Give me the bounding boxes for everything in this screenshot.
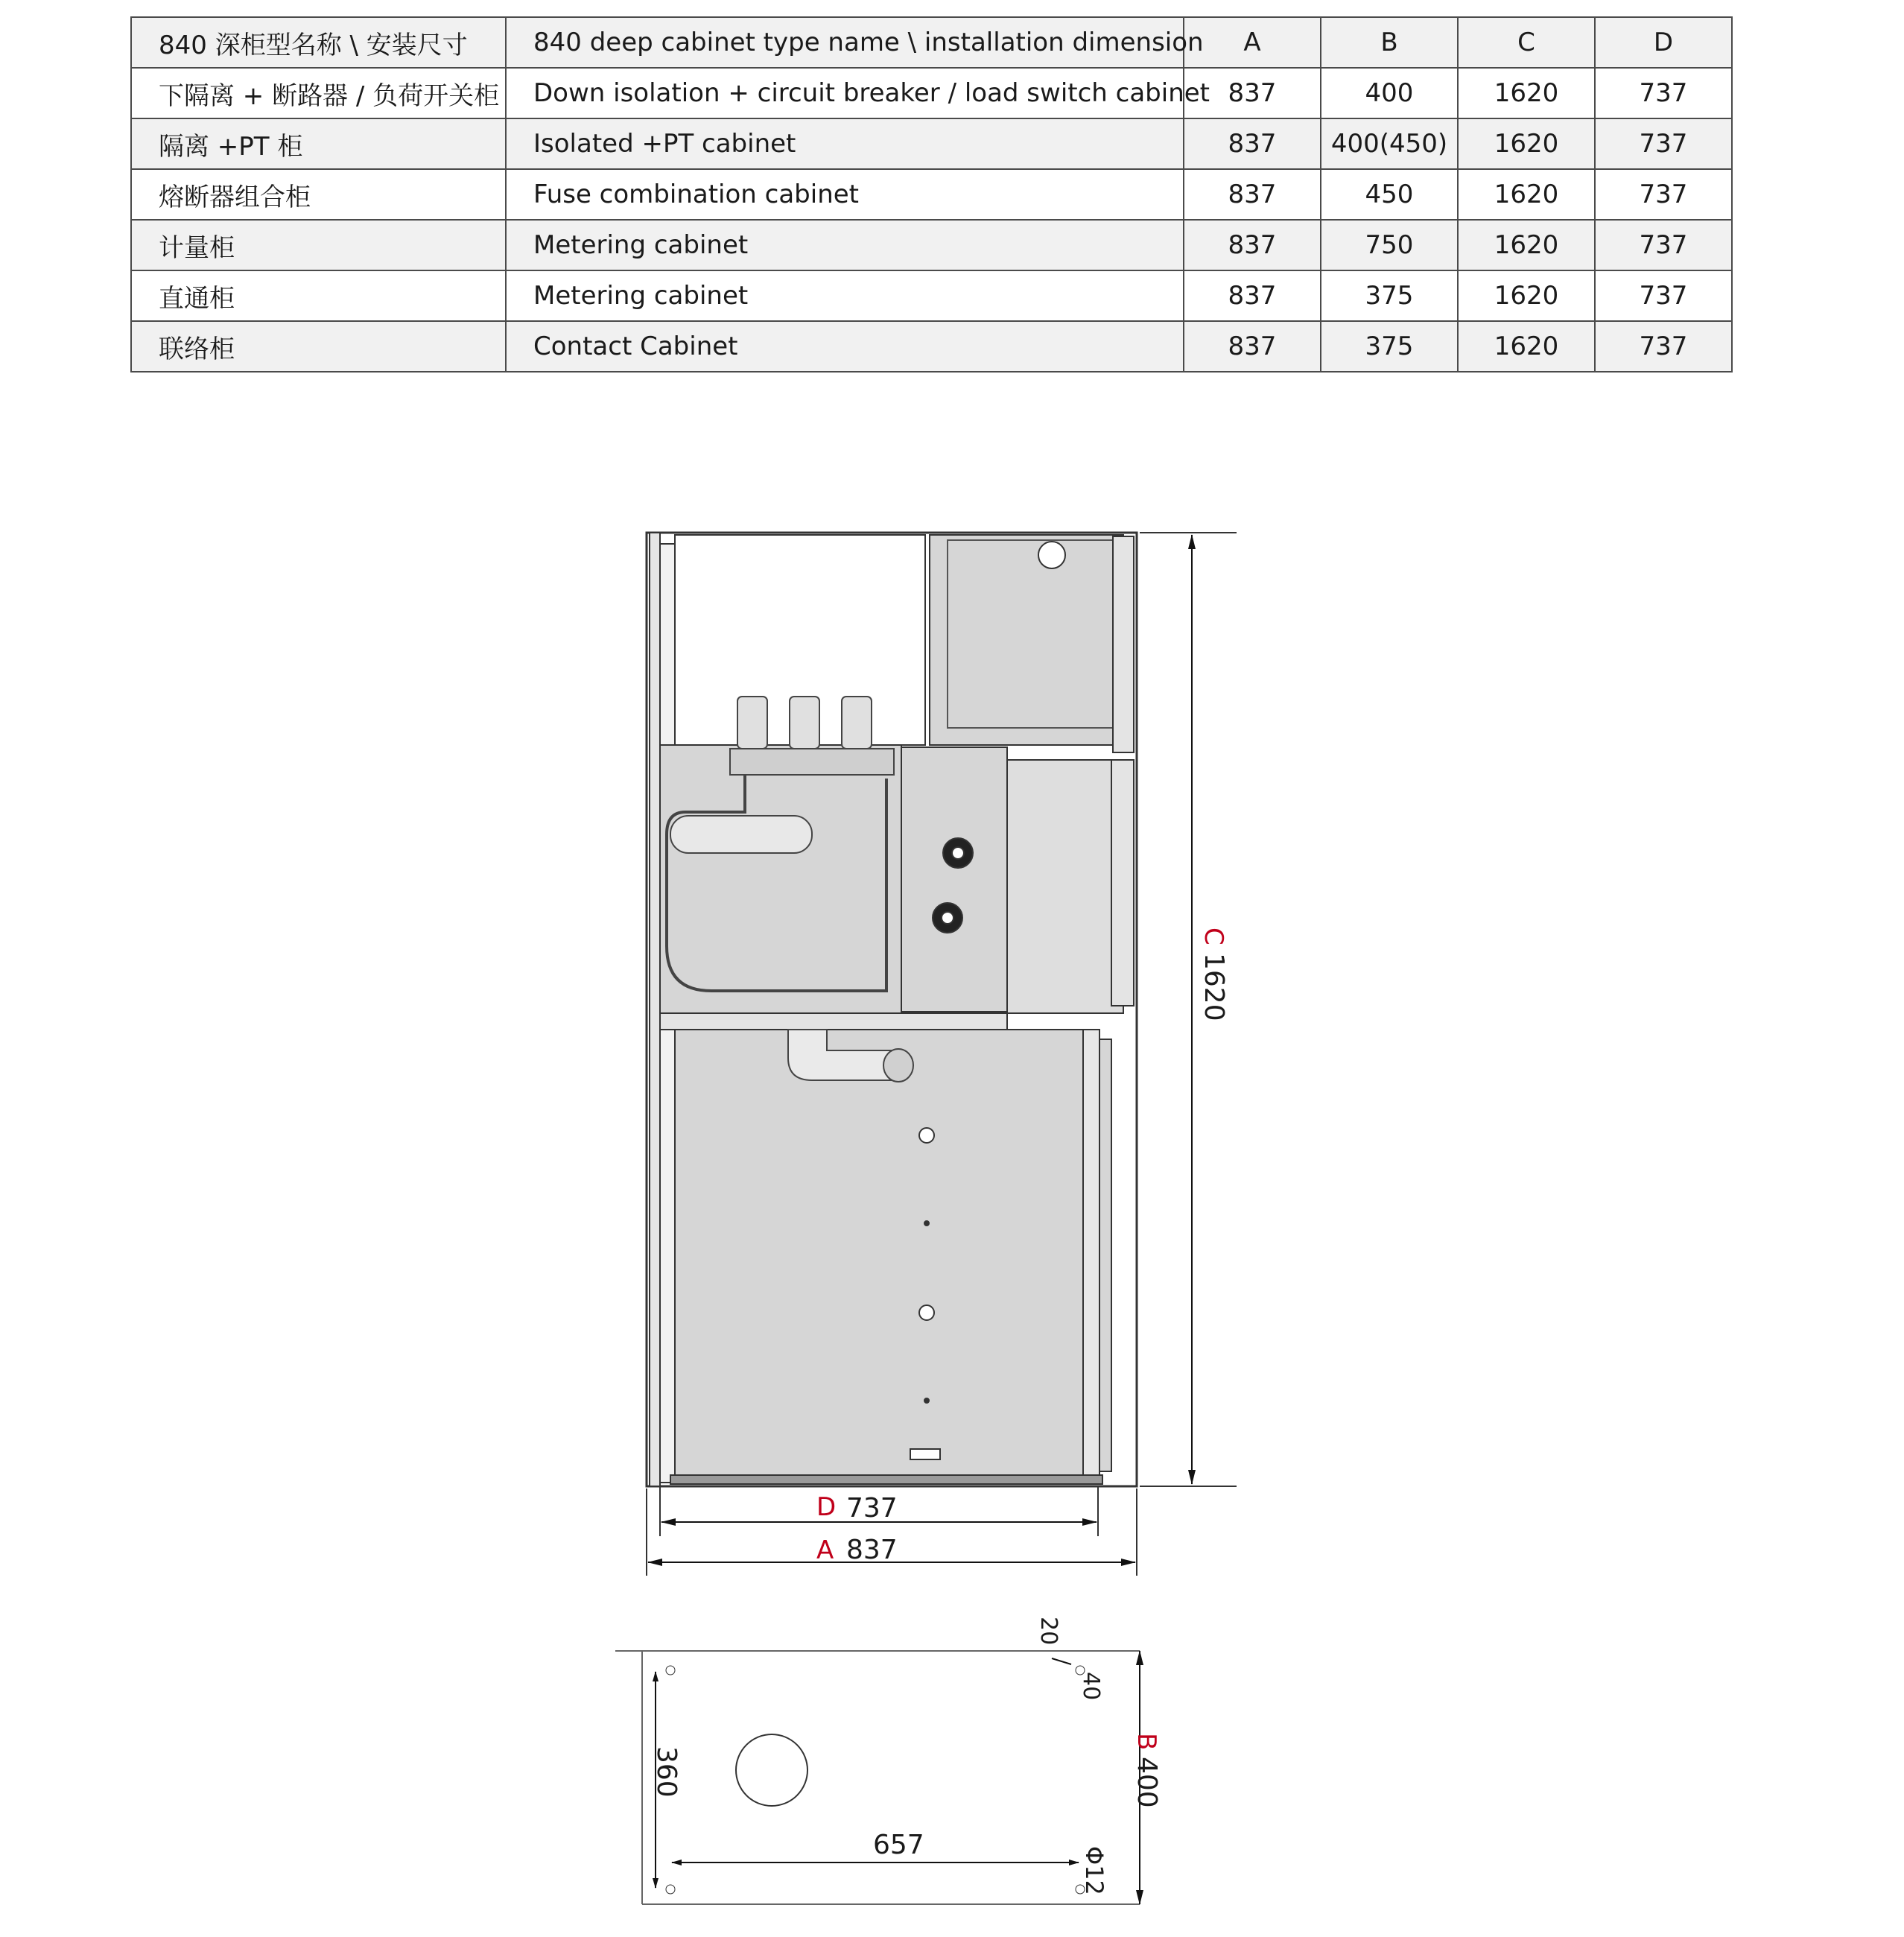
cell-name-en: Metering cabinet (506, 270, 1184, 321)
shaft-upper-icon (943, 838, 973, 868)
cell-c: 1620 (1458, 321, 1595, 372)
header-c: C (1458, 17, 1595, 68)
dim-20: 20 (1035, 1617, 1062, 1646)
bushings (730, 697, 894, 775)
cell-b: 375 (1321, 321, 1458, 372)
cabinet-side-view (647, 533, 1137, 1486)
cell-d: 737 (1595, 321, 1732, 372)
cable-compartment (675, 1030, 1083, 1477)
cell-d: 737 (1595, 220, 1732, 270)
cell-a: 837 (1184, 169, 1321, 220)
dim-a-letter: A (816, 1535, 834, 1565)
mid-door-edge (1111, 760, 1134, 1006)
cell-c: 1620 (1458, 169, 1595, 220)
cell-name-cn: 计量柜 (131, 220, 506, 270)
cell-a: 837 (1184, 321, 1321, 372)
cell-name-en: Isolated +PT cabinet (506, 118, 1184, 169)
operating-mechanism (1007, 760, 1123, 1013)
dim-b-letter: B (1132, 1733, 1161, 1751)
cell-b: 400(450) (1321, 118, 1458, 169)
lv-door-edge (1113, 536, 1134, 752)
cable-door (1099, 1039, 1111, 1471)
header-name-cn: 840 深柜型名称 \ 安装尺寸 (131, 17, 506, 68)
cell-name-cn: 熔断器组合柜 (131, 169, 506, 220)
header-b: B (1321, 17, 1458, 68)
mounting-hole (666, 1885, 675, 1894)
cell-b: 375 (1321, 270, 1458, 321)
mounting-hole (666, 1666, 675, 1675)
cell-b: 400 (1321, 68, 1458, 118)
cell-name-en: Metering cabinet (506, 220, 1184, 270)
cell-c: 1620 (1458, 118, 1595, 169)
cable-entry-hole (736, 1734, 807, 1806)
shaft-lower-icon (933, 903, 962, 933)
cell-name-en: Fuse combination cabinet (506, 169, 1184, 220)
cell-c: 1620 (1458, 68, 1595, 118)
dimension-c (1140, 533, 1237, 1486)
cell-name-cn: 联络柜 (131, 321, 506, 372)
base-mounting-plan (615, 1617, 1162, 1904)
cell-d: 737 (1595, 169, 1732, 220)
cell-name-cn: 隔离 +PT 柜 (131, 118, 506, 169)
dim-40: 40 (1078, 1672, 1104, 1701)
dim-d-letter: D (816, 1492, 837, 1522)
separator-bar (660, 1013, 1007, 1030)
dim-d-value: 737 (846, 1493, 898, 1524)
nameplate (910, 1449, 940, 1459)
cell-a: 837 (1184, 118, 1321, 169)
cable-door-rail (1083, 1030, 1099, 1477)
busbar-horizontal (670, 816, 812, 853)
cell-a: 837 (1184, 68, 1321, 118)
cell-name-cn: 直通柜 (131, 270, 506, 321)
cell-a: 837 (1184, 270, 1321, 321)
cabinet-base (670, 1475, 1102, 1484)
cell-name-en: Contact Cabinet (506, 321, 1184, 372)
mechanism-plate (901, 747, 1007, 1012)
dimension-d (660, 1486, 1098, 1536)
cell-a: 837 (1184, 220, 1321, 270)
cell-b: 750 (1321, 220, 1458, 270)
cell-c: 1620 (1458, 220, 1595, 270)
dim-b-value: 400 (1132, 1757, 1162, 1808)
cell-c: 1620 (1458, 270, 1595, 321)
dim-hole-diameter: Φ12 (1080, 1846, 1108, 1895)
cell-b: 450 (1321, 169, 1458, 220)
dim-c-value: 1620 (1199, 953, 1229, 1021)
lv-window (1038, 542, 1065, 568)
cell-d: 737 (1595, 68, 1732, 118)
dim-a-value: 837 (846, 1535, 898, 1565)
cell-d: 737 (1595, 270, 1732, 321)
dim-c-letter: C (1199, 928, 1228, 945)
header-d: D (1595, 17, 1732, 68)
dim-360: 360 (651, 1746, 682, 1798)
header-a: A (1184, 17, 1321, 68)
cell-d: 737 (1595, 118, 1732, 169)
switch-compartment (660, 745, 901, 1013)
left-rail (650, 533, 660, 1486)
cell-name-en: Down isolation + circuit breaker / load switch cabinet (506, 68, 1184, 118)
dim-657: 657 (873, 1830, 924, 1860)
cell-name-cn: 下隔离 + 断路器 / 负荷开关柜 (131, 68, 506, 118)
header-name-en: 840 deep cabinet type name \ installation dimension (506, 17, 1184, 68)
